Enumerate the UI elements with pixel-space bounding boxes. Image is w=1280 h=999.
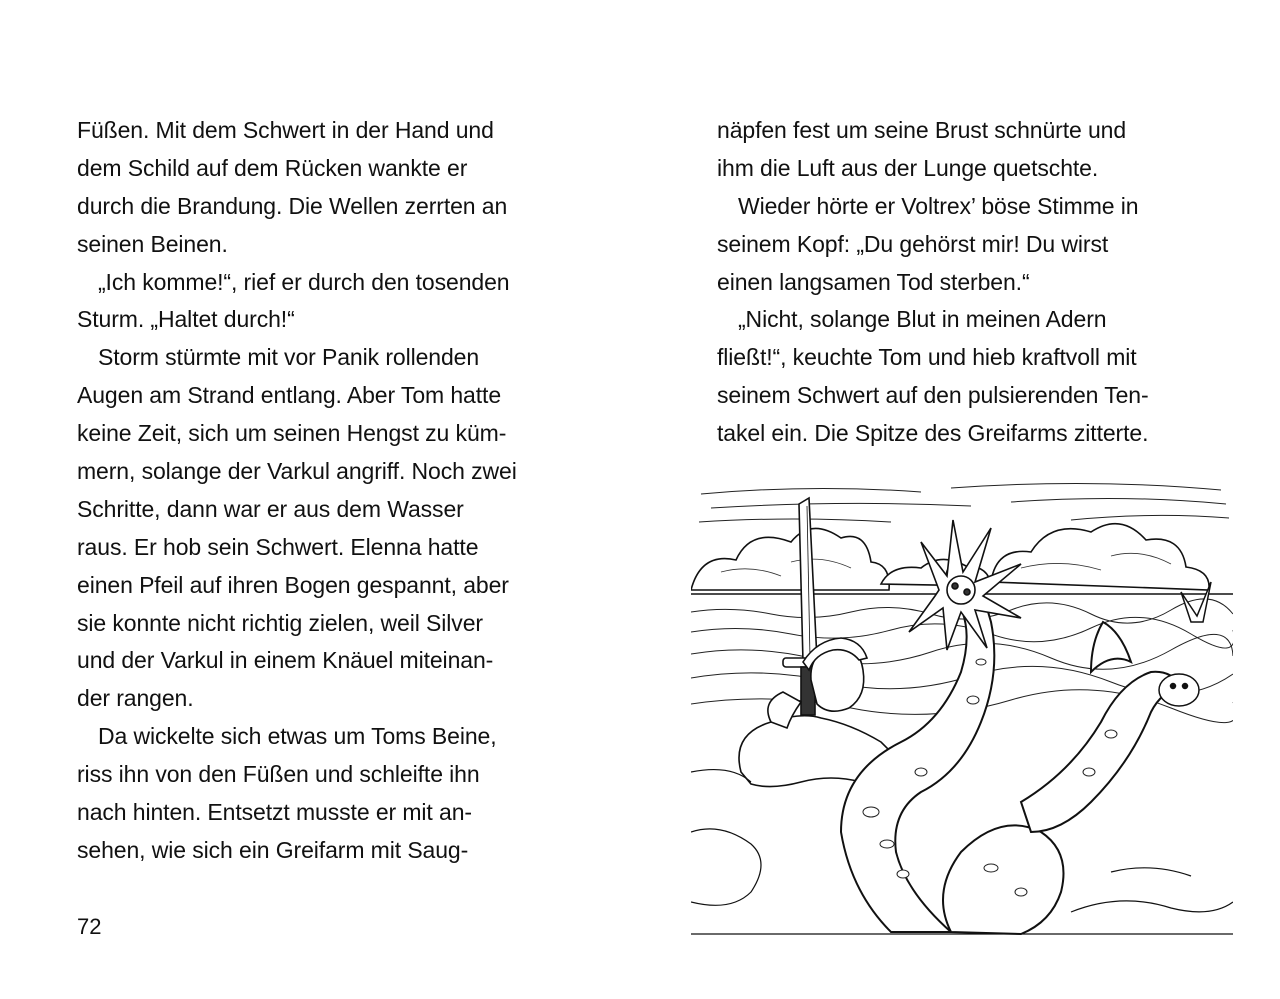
text-line: einen Pfeil auf ihren Bogen gespannt, aber — [77, 571, 509, 598]
left-page-text — [77, 112, 567, 870]
text-line: raus. Er hob sein Schwert. Elenna hatte — [77, 533, 479, 560]
text-line: sehen, wie sich ein Greifarm mit Saug- — [77, 836, 469, 863]
text-line: der rangen. — [77, 685, 194, 712]
text-line: seinem Schwert auf den pulsierenden Ten- — [717, 382, 1149, 409]
text-line: keine Zeit, sich um seinen Hengst zu küm- — [77, 420, 507, 447]
text-line: dem Schild auf dem Rücken wankte er — [77, 154, 468, 181]
text-line: seinen Beinen. — [77, 230, 228, 257]
illustration — [691, 472, 1233, 942]
text-line: Schritte, dann war er aus dem Wasser — [77, 495, 464, 522]
text-line: Storm stürmte mit vor Panik rollenden — [98, 344, 480, 371]
text-line: Da wickelte sich etwas um Toms Beine, — [98, 723, 497, 750]
text-line: takel ein. Die Spitze des Greifarms zitterte. — [717, 420, 1149, 447]
text-line: und der Varkul in einem Knäuel miteinan- — [77, 647, 494, 674]
text-line: durch die Brandung. Die Wellen zerrten an — [77, 192, 508, 219]
text-line: „Ich komme!“, rief er durch den tosenden — [98, 268, 510, 295]
text-line: nach hinten. Entsetzt musste er mit an- — [77, 799, 472, 826]
right-page — [640, 0, 1280, 999]
text-line: seinem Kopf: „Du gehörst mir! Du wirst — [717, 230, 1109, 257]
text-line: näpfen fest um seine Brust schnürte und — [717, 117, 1127, 143]
text-line: „Nicht, solange Blut in meinen Adern — [738, 306, 1107, 333]
text-line: fließt!“, keuchte Tom und hieb kraftvoll mit — [717, 344, 1137, 371]
text-line: Füßen. Mit dem Schwert in der Hand und — [77, 117, 494, 143]
text-line: Augen am Strand entlang. Aber Tom hatte — [77, 382, 502, 409]
right-page-text — [717, 112, 1207, 453]
tentacle-battle-illustration — [691, 472, 1233, 942]
text-line: Wieder hörte er Voltrex’ böse Stimme in — [738, 192, 1139, 219]
text-line: ihm die Luft aus der Lunge quetschte. — [717, 154, 1099, 181]
text-line: Sturm. „Haltet durch!“ — [77, 306, 295, 333]
text-line: einen langsamen Tod sterben.“ — [717, 268, 1030, 295]
text-line: mern, solange der Varkul angriff. Noch zwei — [77, 458, 517, 485]
text-line: sie konnte nicht richtig zielen, weil Silver — [77, 609, 483, 636]
text-line: riss ihn von den Füßen und schleifte ihn — [77, 761, 480, 788]
page-number: 72 — [77, 914, 102, 939]
